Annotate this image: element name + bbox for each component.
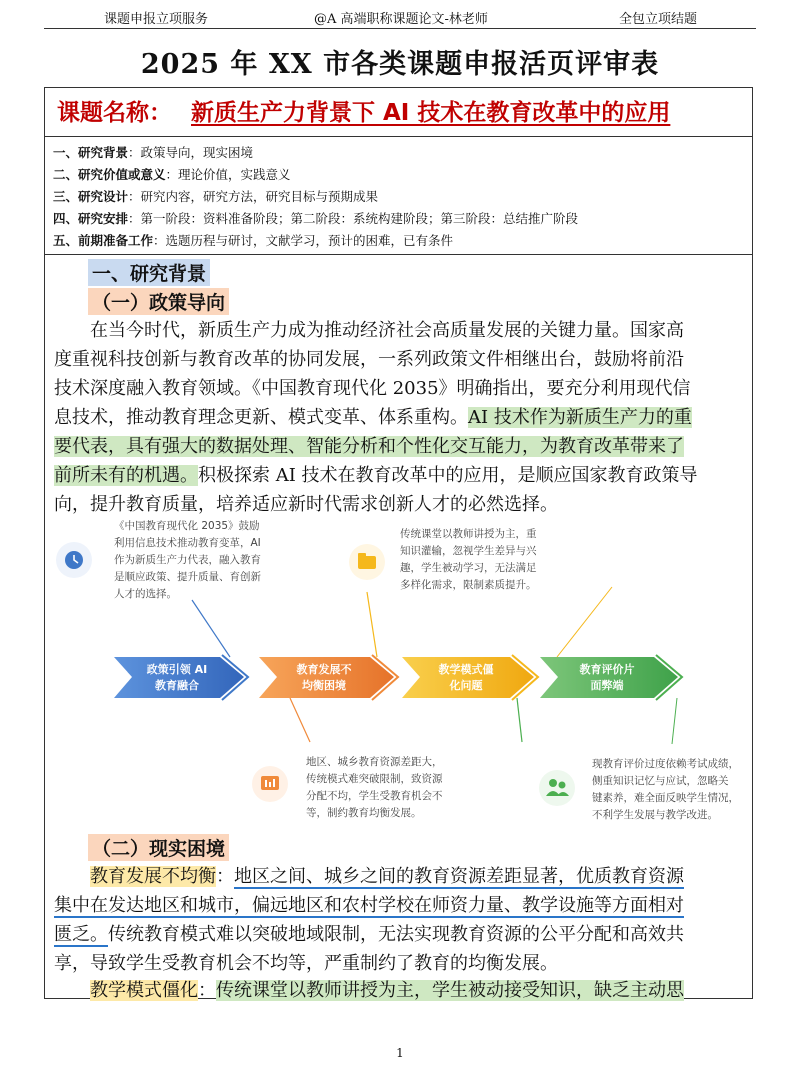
paragraph-line: 度重视科技创新与教育改革的协同发展，一系列政策文件相继出台，鼓励将前沿 — [54, 349, 684, 370]
connector-line — [290, 698, 310, 742]
running-header — [44, 6, 756, 29]
outline-item-text: ：选题历程与研讨，文献学习，预计的困难，已有条件 — [153, 233, 454, 248]
stage-label: 面弊端 — [590, 679, 624, 692]
note-line: 趣，学生被动学习，无法满足 — [400, 562, 537, 574]
running-header-right: 全包立项结题 — [619, 12, 698, 27]
paragraph-text: 传统教育模式难以突破地域限制，无法实现教育资源的公平分配和高效共 — [108, 924, 684, 945]
outline-item-head: 三、研究设计 — [53, 189, 129, 204]
note-line: 利用信息技术推动教育变革，AI — [114, 537, 261, 549]
clock-icon — [56, 542, 92, 578]
underlined-text: 地区之间、城乡之间的教育资源差距显著，优质教育资源 — [234, 866, 684, 887]
note-line: 人才的选择。 — [114, 588, 177, 600]
diagram-note-evaluation — [592, 756, 739, 824]
highlighted-text: 传统课堂以教师讲授为主，学生被动接受知识，缺乏主动思 — [216, 980, 684, 1001]
paragraph-line — [90, 976, 684, 1002]
diagram-note-teaching — [400, 526, 537, 594]
outline-item — [53, 187, 378, 205]
paragraph-line: 在当今时代，新质生产力成为推动经济社会高质量发展的关键力量。国家高 — [90, 320, 684, 341]
diagram-note-imbalance — [306, 754, 443, 822]
stage-label: 教学模式僵 — [438, 663, 494, 676]
outline-item-head: 五、前期准备工作 — [53, 233, 154, 248]
highlighted-term: 教育发展不均衡 — [90, 866, 216, 887]
note-line: 键素养，难全面反映学生情况， — [592, 792, 739, 804]
outline-item-text: ：第一阶段：资料准备阶段；第二阶段：系统构建阶段；第三阶段：总结推广阶段 — [128, 211, 579, 226]
paragraph-line — [54, 432, 684, 458]
note-line: 传统模式难突破限制，致资源 — [306, 773, 443, 785]
outline-box — [45, 136, 752, 255]
outline-item-text: ：研究内容，研究方法，研究目标与预期成果 — [128, 189, 379, 204]
outline-item — [53, 209, 578, 227]
highlighted-term: 教学模式僵化 — [90, 980, 198, 1001]
outline-item — [53, 165, 291, 183]
paragraph-line: 技术深度融入教育领域。《中国教育现代化 2035》明确指出，要充分利用现代信 — [54, 378, 691, 399]
paragraph-line — [90, 862, 684, 888]
note-line: 分配不均，学生受教育机会不 — [306, 790, 443, 802]
outline-item — [53, 231, 453, 249]
page-number: 1 — [396, 1046, 404, 1060]
highlighted-text: AI 技术作为新质生产力的重 — [468, 407, 692, 428]
subsection-heading-policy: （一）政策导向 — [88, 288, 229, 315]
note-line: 侧重知识记忆与应试，忽略关 — [592, 775, 729, 787]
note-line: 等，制约教育均衡发展。 — [306, 807, 422, 819]
users-icon — [539, 770, 575, 806]
outline-item-text: ：政策导向，现实困境 — [128, 145, 254, 160]
paragraph-line: 向，提升教育质量，培养适应新时代需求创新人才的必然选择。 — [54, 494, 558, 515]
note-line: 知识灌输，忽视学生差异与兴 — [400, 545, 537, 557]
paragraph-line: 享，导致学生受教育机会不均等，严重制约了教育的均衡发展。 — [54, 953, 558, 974]
note-line: 不利学生发展与教学改进。 — [592, 809, 718, 821]
outline-item-text: ：理论价值，实践意义 — [165, 167, 291, 182]
running-header-left: 课题申报立项服务 — [104, 12, 209, 27]
stage-label: 化问题 — [449, 679, 483, 692]
policy-challenges-diagram — [52, 512, 752, 832]
note-line: 作为新质生产力代表，融入教育 — [114, 554, 261, 566]
connector-line — [367, 592, 377, 657]
paragraph-line — [54, 461, 698, 487]
paragraph-line — [54, 891, 684, 917]
diagram-note-policy — [114, 518, 261, 603]
paragraph-text: ： — [198, 980, 216, 1001]
subsection-heading-challenges: （二）现实困境 — [88, 834, 229, 861]
paragraph-text: 息技术，推动教育理念更新、模式变革、体系重构。 — [54, 407, 468, 428]
note-line: 地区、城乡教育资源差距大， — [306, 756, 443, 768]
document-title: 2025 年 XX 市各类课题申报活页评审表 — [140, 49, 660, 80]
outline-item-head: 二、研究价值或意义 — [53, 167, 166, 182]
section-heading: 一、研究背景 — [88, 259, 210, 286]
connector-line — [672, 698, 677, 744]
note-line: 传统课堂以教师讲授为主，重 — [400, 528, 537, 540]
note-line: 《中国教育现代化 2035》鼓励 — [114, 520, 260, 532]
topic-label: 课题名称： — [57, 100, 172, 126]
outline-item-head: 一、研究背景 — [53, 145, 129, 160]
stage-label: 教育发展不 — [296, 663, 352, 676]
highlighted-text: 要代表，具有强大的数据处理、智能分析和个性化交互能力，为教育改革带来了 — [54, 436, 684, 457]
topic-row — [45, 88, 752, 137]
highlighted-text: 前所未有的机遇。 — [54, 465, 198, 486]
paragraph-text: 积极探索 AI 技术在教育改革中的应用，是顺应国家教育政策导 — [198, 465, 698, 486]
connector-line — [192, 600, 230, 657]
outline-item — [53, 143, 253, 161]
paragraph-text: ： — [216, 866, 234, 887]
connector-line — [557, 587, 612, 657]
paragraph-line — [54, 403, 692, 429]
stage-label: 政策引领 AI — [146, 663, 208, 676]
note-line: 多样化需求，限制素质提升。 — [400, 579, 537, 591]
stage-label: 教育评价片 — [579, 663, 635, 676]
outline-item-head: 四、研究安排 — [53, 211, 129, 226]
note-line: 现教育评价过度依赖考试成绩， — [592, 758, 739, 770]
folder-icon — [349, 544, 385, 580]
note-line: 是顺应政策、提升质量、育创新 — [114, 571, 261, 583]
topic-value: 新质生产力背景下 AI 技术在教育改革中的应用 — [191, 100, 671, 126]
chart-board-icon — [252, 766, 288, 802]
running-header-center: @A 高端职称课题论文-林老师 — [314, 12, 488, 27]
underlined-text: 匮乏。 — [54, 924, 108, 945]
connector-line — [517, 698, 522, 742]
paragraph-line — [54, 920, 684, 946]
stage-label: 教育融合 — [155, 679, 199, 692]
stage-label: 均衡困境 — [302, 679, 346, 692]
underlined-text: 集中在发达地区和城市，偏远地区和农村学校在师资力量、教学设施等方面相对 — [54, 895, 684, 916]
